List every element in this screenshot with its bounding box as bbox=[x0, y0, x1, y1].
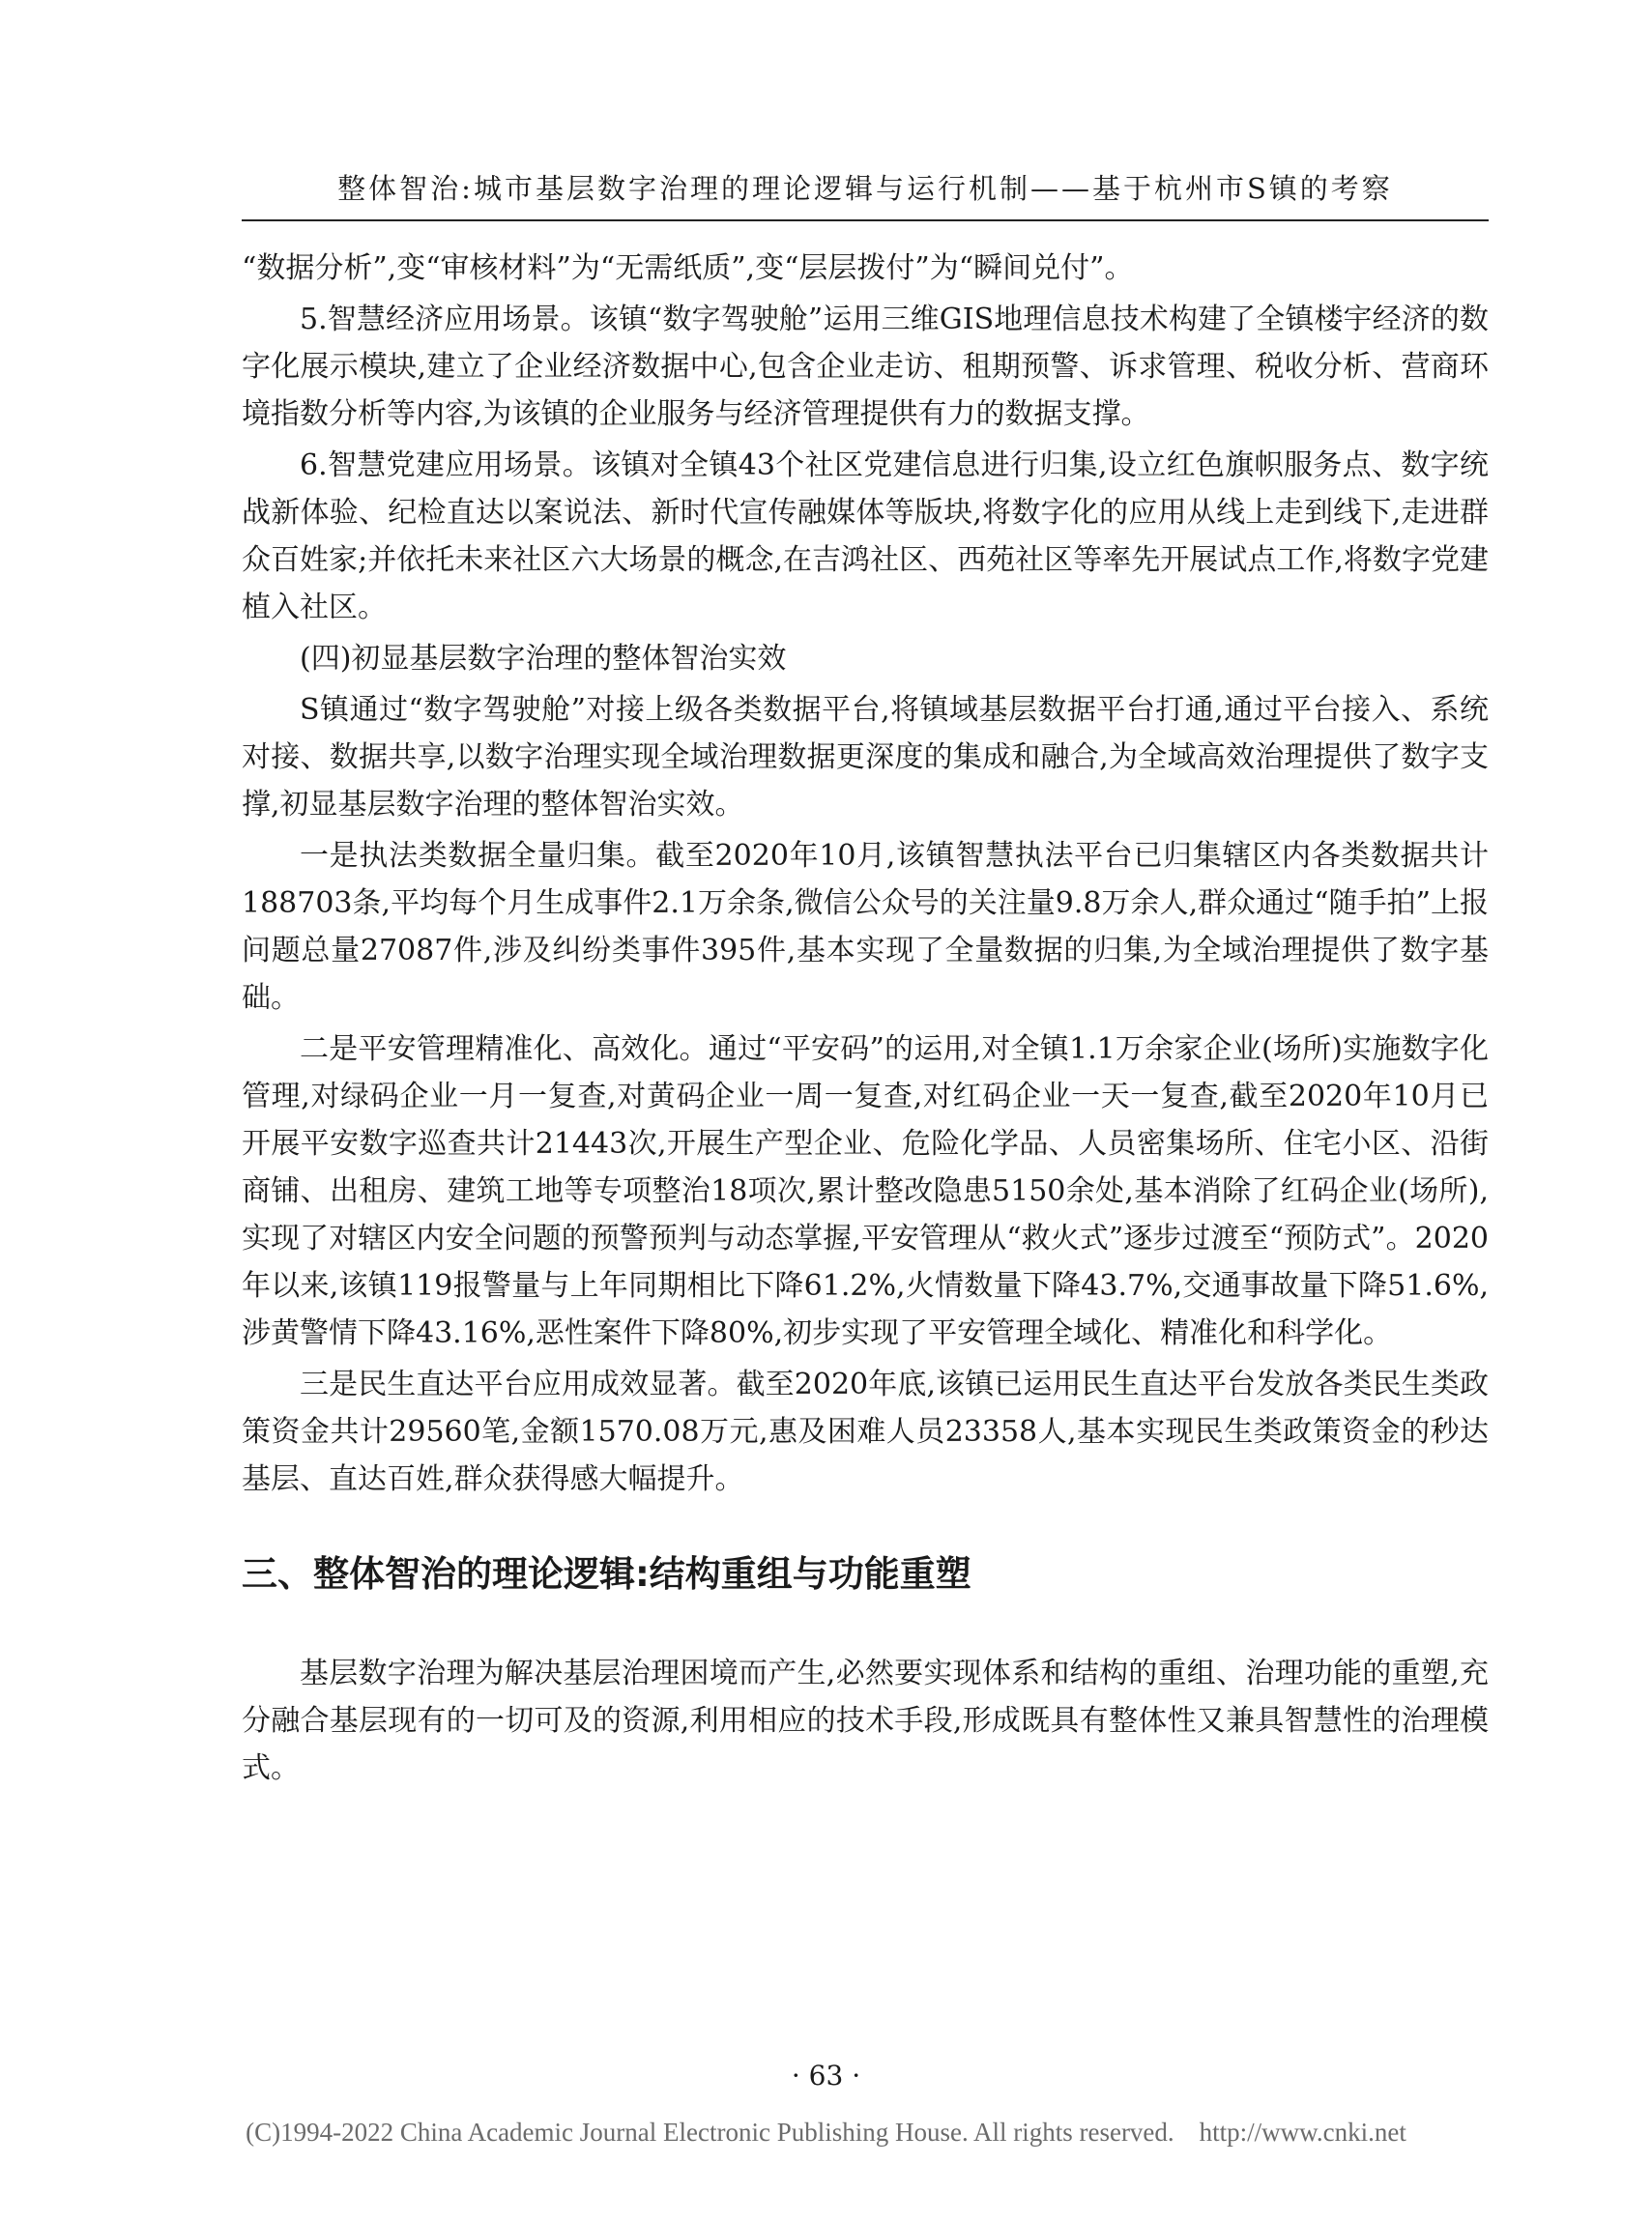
running-header: 整体智治:城市基层数字治理的理论逻辑与运行机制——基于杭州市S镇的考察 bbox=[337, 172, 1393, 205]
paragraph-livelihood-platform: 三是民生直达平台应用成效显著。截至2020年底,该镇已运用民生直达平台发放各类民生类政策资金共计29560笔,金额1570.08万元,惠及困难人员23358人,基本实现民生类政策资金的秒达基层、直达百姓,群众获得感大幅提升。 bbox=[242, 1368, 1489, 1496]
paragraph-s-town-overview: S镇通过“数字驾驶舱”对接上级各类数据平台,将镇域基层数据平台打通,通过平台接入、系统对接、数据共享,以数字治理实现全域治理数据更深度的集成和融合,为全域高效治理提供了数字支撑,初显基层数字治理的整体智治实效。 bbox=[242, 693, 1489, 822]
page-number: · 63 · bbox=[791, 2060, 861, 2092]
section-title-three: 三、整体智治的理论逻辑:结构重组与功能重塑 bbox=[242, 1553, 971, 1595]
footer-url: http://www.cnki.net bbox=[1199, 2118, 1406, 2147]
copyright-footer bbox=[0, 2115, 1652, 2150]
paragraph-continued: “数据分析”,变“审核材料”为“无需纸质”,变“层层拨付”为“瞬间兑付”。 bbox=[242, 251, 1134, 285]
paragraph-section-intro: 基层数字治理为解决基层治理困境而产生,必然要实现体系和结构的重组、治理功能的重塑,充分融合基层现有的一切可及的资源,利用相应的技术手段,形成既具有整体性又兼具智慧性的治理模式。 bbox=[242, 1657, 1489, 1785]
header-rule bbox=[242, 219, 1489, 221]
paragraph-smart-economy: 5.智慧经济应用场景。该镇“数字驾驶舱”运用三维GIS地理信息技术构建了全镇楼宇经济的数字化展示模块,建立了企业经济数据中心,包含企业走访、租期预警、诉求管理、税收分析、营商环境指数分析等内容,为该镇的企业服务与经济管理提供有力的数据支撑。 bbox=[242, 303, 1489, 431]
body-text bbox=[242, 245, 1489, 1792]
paragraph-safety-management: 二是平安管理精准化、高效化。通过“平安码”的运用,对全镇1.1万余家企业(场所)实施数字化管理,对绿码企业一月一复查,对黄码企业一周一复查,对红码企业一天一复查,截至2020年10月已开展平安数字巡查共计21443次,开展生产型企业、危险化学品、人员密集场所、住宅小区、沿街商铺、出租房、建筑工地等专项整治18项次,累计整改隐患5150余处,基本消除了红码企业(场所),实现了对辖区内安全问题的预警预判与动态掌握,平安管理从“救火式”逐步过渡至“预防式”。2020年以来,该镇119报警量与上年同期相比下降61.2%,火情数量下降43.7%,交通事故量下降51.6%,涉黄警情下降43.16%,恶性案件下降80%,初步实现了平安管理全域化、精准化和科学化。 bbox=[242, 1032, 1489, 1350]
copyright-text: (C)1994-2022 China Academic Journal Electronic Publishing House. All rights reserved. bbox=[246, 2118, 1174, 2147]
paragraph-smart-party-building: 6.智慧党建应用场景。该镇对全镇43个社区党建信息进行归集,设立红色旗帜服务点、数字统战新体验、纪检直达以案说法、新时代宣传融媒体等版块,将数字化的应用从线上走到线下,走进群众百姓家;并依托未来社区六大场景的概念,在吉鸿社区、西苑社区等率先开展试点工作,将数字党建植入社区。 bbox=[242, 448, 1489, 624]
subheading-four: (四)初显基层数字治理的整体智治实效 bbox=[300, 642, 787, 676]
paragraph-law-enforcement-data: 一是执法类数据全量归集。截至2020年10月,该镇智慧执法平台已归集辖区内各类数据共计188703条,平均每个月生成事件2.1万余条,微信公众号的关注量9.8万余人,群众通过“随手拍”上报问题总量27087件,涉及纠纷类事件395件,基本实现了全量数据的归集,为全域治理提供了数字基础。 bbox=[242, 839, 1489, 1015]
